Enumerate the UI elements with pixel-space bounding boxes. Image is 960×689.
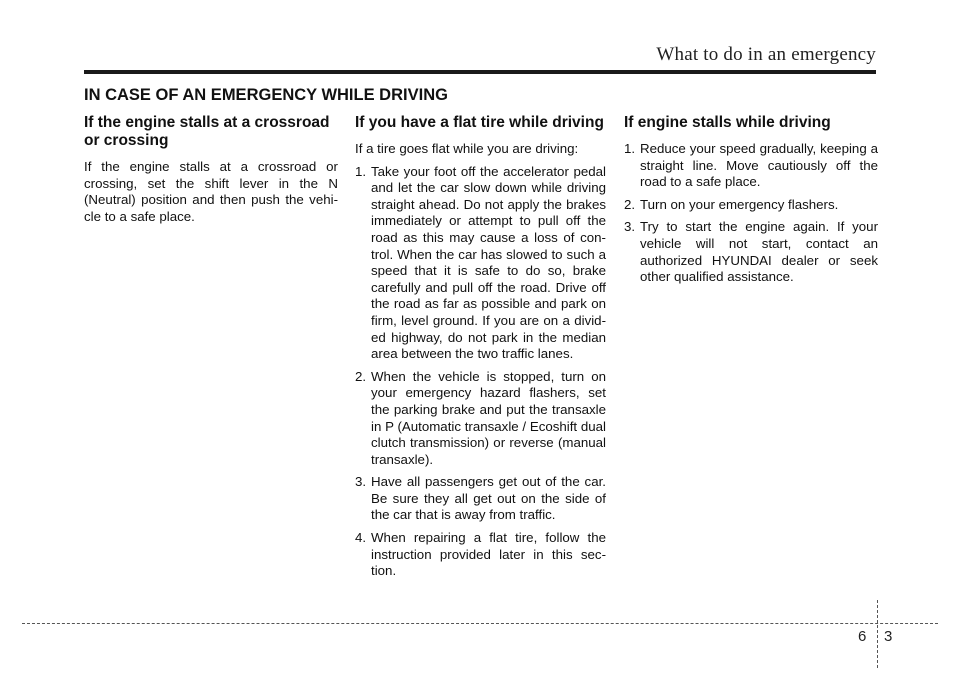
heading-stall-crossroad: If the engine stalls at a crossroad or crossing — [84, 114, 330, 149]
list-item — [624, 141, 878, 191]
chapter-title: What to do in an emergency — [656, 44, 876, 65]
page-number: 3 — [884, 628, 893, 645]
list-item — [355, 530, 606, 580]
column-engine-stall — [624, 114, 878, 292]
list-item — [355, 474, 606, 524]
list-number: 3. — [624, 219, 636, 235]
heading-engine-stall: If engine stalls while driving — [624, 114, 831, 131]
list-text: Reduce your speed gradually, keeping a straight line. Move cautiously off the road to a safe place. — [640, 141, 878, 190]
paragraph-stall-crossroad: If the engine stalls at a crossroad or crossing, set the shift lever in the N (Neutral) position and then push the vehi-cle to a safe place. — [84, 159, 338, 224]
list-text: When the vehicle is stopped, turn on your emergency hazard flashers, set the parking brake and put the transaxle in P (Automatic transaxle / Ecoshift dual clutch transmission) or reverse (manual transaxle). — [371, 368, 606, 467]
list-number: 2. — [355, 368, 367, 384]
list-item — [355, 164, 606, 363]
chapter-number: 6 — [858, 628, 867, 645]
footer-rule — [22, 623, 938, 624]
list-item — [355, 369, 606, 469]
engine-stall-steps — [624, 141, 878, 286]
list-number: 1. — [624, 141, 636, 156]
intro-flat-tire: If a tire goes flat while you are driving: — [355, 141, 579, 156]
list-item — [624, 219, 878, 285]
section-title: IN CASE OF AN EMERGENCY WHILE DRIVING — [84, 86, 448, 104]
column-flat-tire — [355, 114, 606, 586]
list-number: 3. — [355, 474, 367, 490]
page-divider — [877, 600, 878, 668]
heading-flat-tire: If you have a flat tire while driving — [355, 114, 604, 131]
list-text: Try to start the engine again. If your vehicle will not start, contact an authorized HYUNDAI dealer or seek other qualified assistance. — [640, 219, 878, 285]
flat-tire-steps — [355, 164, 606, 580]
list-number: 1. — [355, 163, 367, 179]
column-stall-crossroad — [84, 114, 338, 231]
list-number: 4. — [355, 530, 367, 546]
list-text: Turn on your emergency flashers. — [640, 196, 839, 212]
list-number: 2. — [624, 196, 636, 212]
list-item — [624, 197, 878, 214]
list-text: When repairing a flat tire, follow the instruction provided later in this sec-tion. — [371, 530, 606, 579]
header-rule — [84, 70, 876, 74]
list-text: Take your foot off the accelerator pedal and let the car slow down while driving straight ahead. Do not apply the brakes immediately or attempt to pull off the road as this may cause a loss of con-trol. When the car has slowed to such a speed that it is safe to do so, brake carefully and pull off the road. Drive off the road as far as possible and park on firm, level ground. If you are on a divid-ed highway, do not park in the median area between the two traffic lanes. — [371, 163, 606, 362]
list-text: Have all passengers get out of the car. Be sure they all get out on the side of the car that is away from traffic. — [371, 474, 606, 523]
